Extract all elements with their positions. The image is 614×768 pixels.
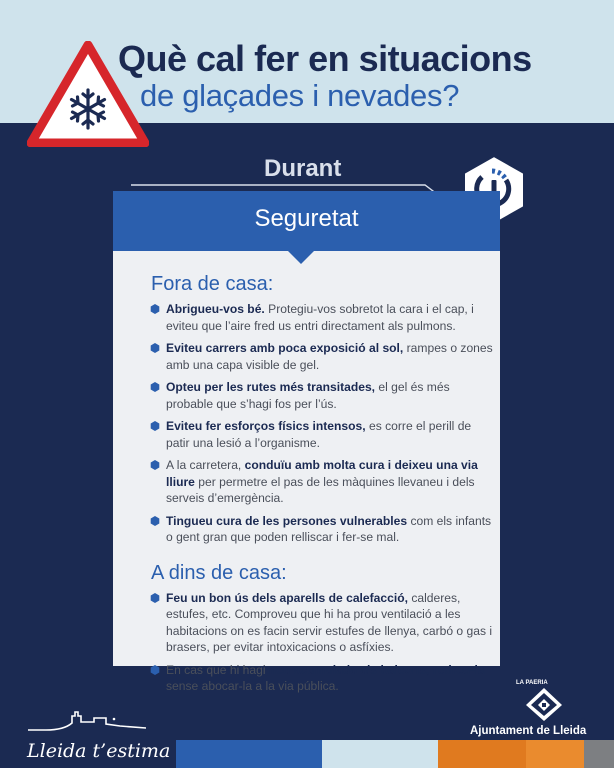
list-item: A la carretera, conduïu amb molta cura i deixeu una via lliure per permetre el pas de les màquines llevaneu i dels serveis d’emergència.	[151, 457, 496, 507]
list-item: Feu un bon ús dels aparells de calefacció, calderes, estufes, etc. Comproveu que hi ha prou ventilació a les habitacions on es facin servir estufes de llenya, carbó o gas i brasers, per evitar intoxicacions o asfíxies.	[151, 590, 496, 656]
list-item: Eviteu carrers amb poca exposició al sol, rampes o zones amb una capa visible de gel.	[151, 340, 496, 373]
color-stripe	[584, 740, 614, 768]
section-heading-outside: Fora de casa:	[151, 273, 274, 295]
list-item: Opteu per les rutes més transitades, el gel és més probable que s’hagi fos per l’ús.	[151, 379, 496, 412]
content-card	[113, 251, 500, 693]
city-crest-icon	[518, 678, 570, 722]
list-item: En cas que hi hagi neu acumulada als balcons, retireu-la sense abocar-la a la via pública.	[151, 662, 496, 695]
banner-notch	[287, 250, 315, 264]
phase-label: Durant	[264, 155, 342, 182]
brand-logo-text: Lleida t’estima	[27, 740, 171, 762]
outside-list	[151, 301, 496, 546]
hexagon-bullet-icon	[150, 665, 160, 675]
hexagon-bullet-icon	[150, 516, 160, 526]
list-item: Tingueu cura de les persones vulnerables com els infants o gent gran que poden relliscar i fer-se mal.	[151, 513, 496, 546]
list-item: Eviteu fer esforços físics intensos, es corre el perill de patir una lesió a l’organisme.	[151, 418, 496, 451]
crest-label: LA PAERIA	[516, 680, 548, 686]
hexagon-bullet-icon	[150, 593, 160, 603]
hexagon-bullet-icon	[150, 382, 160, 392]
city-skyline-logo	[28, 706, 146, 734]
hexagon-bullet-icon	[150, 460, 160, 470]
hexagon-bullet-icon	[150, 421, 160, 431]
color-stripe	[176, 740, 322, 768]
hexagon-bullet-icon	[150, 304, 160, 314]
page-subtitle: de glaçades i nevades?	[140, 78, 460, 113]
banner-title: Seguretat	[254, 205, 359, 232]
hexagon-bullet-icon	[150, 343, 160, 353]
color-stripe	[526, 740, 584, 768]
color-stripe	[322, 740, 438, 768]
page-title: Què cal fer en situacions	[118, 38, 532, 79]
list-item: Abrigueu-vos bé. Protegiu-vos sobretot la cara i el cap, i eviteu que l’aire fred us entri directament als pulmons.	[151, 301, 496, 334]
institution-name: Ajuntament de Lleida	[470, 725, 587, 737]
inside-list	[151, 590, 496, 695]
section-heading-inside: A dins de casa:	[151, 561, 287, 584]
section-banner	[113, 191, 500, 251]
